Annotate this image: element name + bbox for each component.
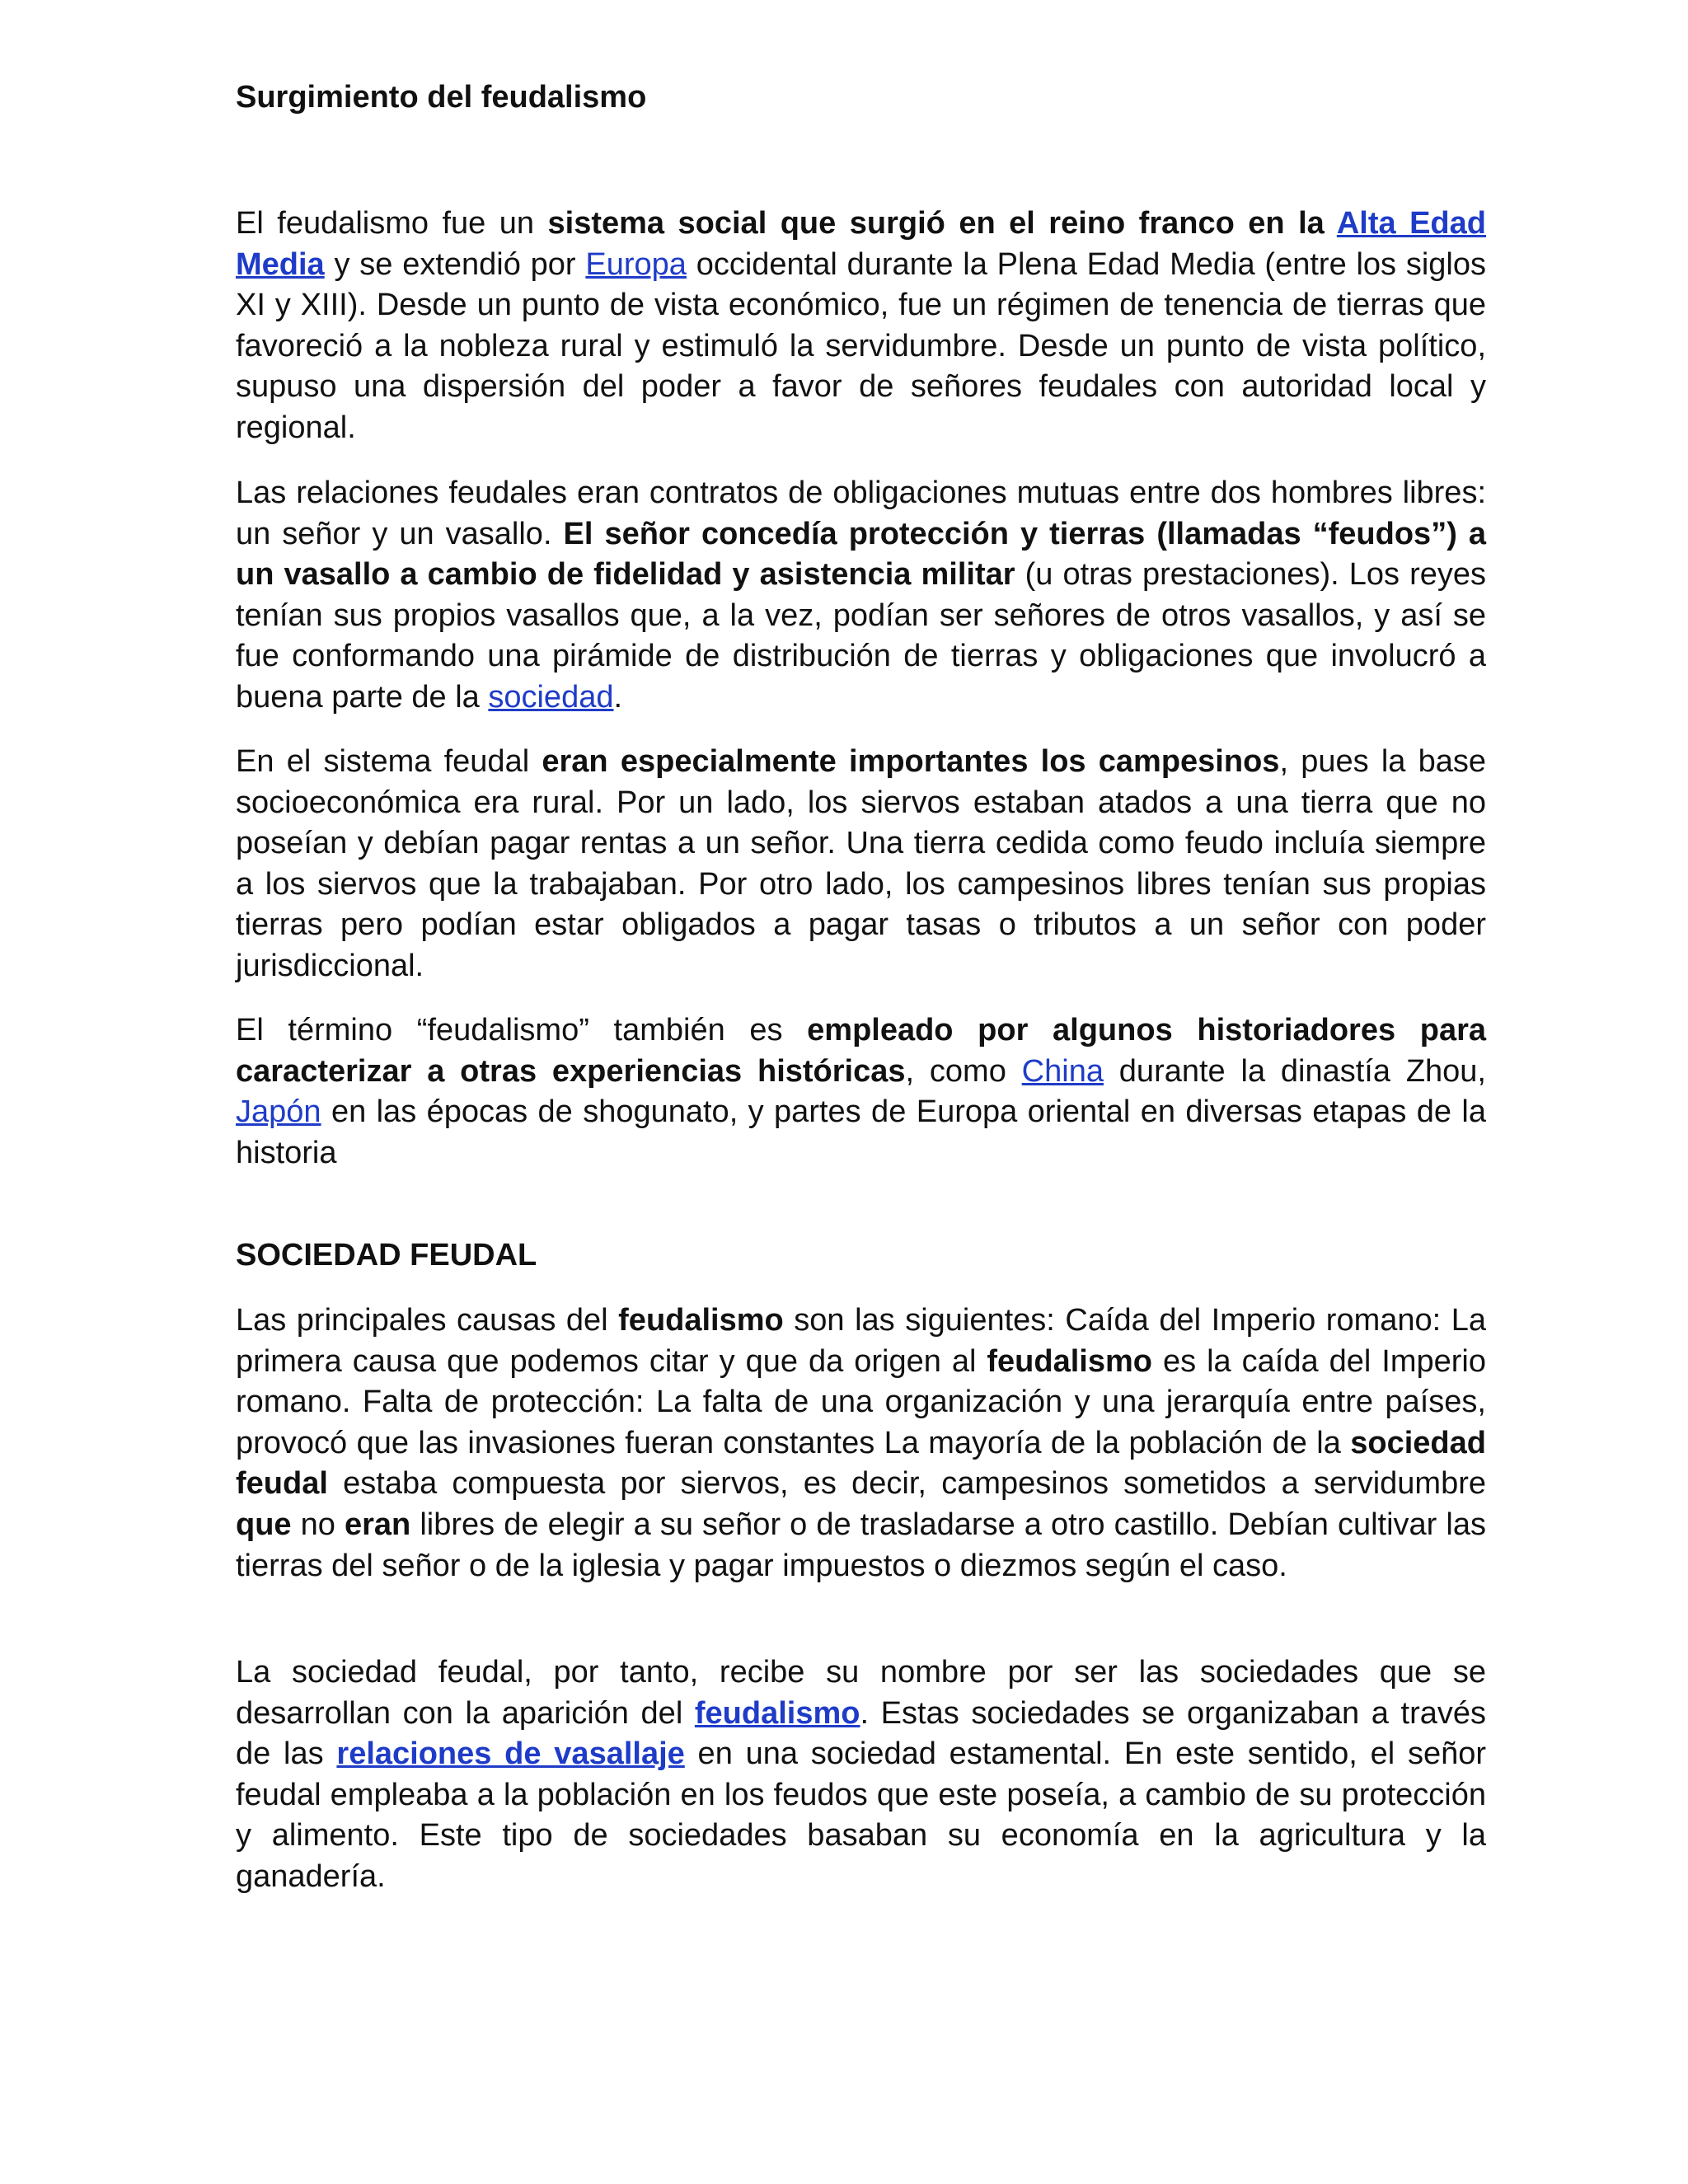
text-span: El feudalismo fue un xyxy=(236,206,548,241)
text-span: . xyxy=(613,679,623,715)
bold-text: El señor concedía protección y tierras (llamadas “feudos”) a un vasallo a cambio de fidelidad y asistencia militar xyxy=(236,516,1486,593)
section-title: SOCIEDAD FEUDAL xyxy=(236,1238,537,1272)
text-span: en una sociedad estamental. En este sentido, el señor feudal empleaba a la población en los feudos que este poseía, a cambio de su protección y alimento. Este tipo de sociedades basaban su economía en la agricultura y la ganadería. xyxy=(236,1736,1486,1894)
paragraph-1 xyxy=(236,204,1486,449)
text-span: El término “feudalismo” también es xyxy=(236,1013,808,1047)
link-alta-edad-media[interactable]: Alta Edad Media xyxy=(236,206,1486,282)
bold-text: empleado por algunos historiadores para caracterizar a otras experiencias históricas xyxy=(236,1013,1486,1089)
text-span: Las relaciones feudales eran contratos de obligaciones mutuas entre dos hombres libres: un señor y un vasallo. xyxy=(236,476,1486,551)
text-span: . Estas sociedades se organizaban a través de las xyxy=(236,1695,1487,1772)
text-span: estaba compuesta por siervos, es decir, campesinos sometidos a servidumbre xyxy=(327,1466,1486,1502)
link-china[interactable]: China xyxy=(1021,1053,1104,1089)
link-relaciones-de-vasallaje[interactable]: relaciones de vasallaje xyxy=(336,1736,685,1772)
text-span: libres de elegir a su señor o de trasladarse a otro castillo. Debían cultivar las tierras del señor o de la iglesia y pagar impuestos o diezmos según el caso. xyxy=(236,1507,1486,1583)
paragraph-2 xyxy=(236,473,1486,719)
text-span: en las épocas de shogunato, y partes de Europa oriental en diversas etapas de la historia xyxy=(236,1094,1486,1170)
text-span: , pues la base socioeconómica era rural. Por un lado, los siervos estaban atados a una tierra que no poseían y debían pagar rentas a un señor. Una tierra cedida como feudo incluía siempre a los siervos que la trabajaban. Por otro lado, los campesinos libres tenían sus propias tierras pero podían estar obligados a pagar tasas o tributos a un señor con poder jurisdiccional. xyxy=(236,744,1487,983)
text-span: La sociedad feudal, por tanto, recibe su nombre por ser las sociedades que se desarrollan con la aparición del xyxy=(236,1655,1486,1731)
text-span: durante la dinastía Zhou, xyxy=(1103,1053,1486,1089)
paragraph-6 xyxy=(236,1652,1486,1898)
bold-text: sociedad feudal xyxy=(236,1425,1486,1502)
text-span: y se extendió por xyxy=(324,246,586,282)
text-span: occidental durante la Plena Edad Media (entre los siglos XI y XIII). Desde un punto de vista económico, fue un régimen de tenencia de tierras que favoreció a la nobleza rural y estimuló la servidumbre. Desde un punto de vista político, supuso una dispersión del poder a favor de señores feudales con autoridad local y regional. xyxy=(236,246,1486,445)
link-europa[interactable]: Europa xyxy=(585,246,687,282)
link-feudalismo[interactable]: feudalismo xyxy=(694,1695,860,1731)
text-span: no xyxy=(291,1507,345,1542)
bold-text: que xyxy=(236,1507,292,1542)
bold-text: feudalismo xyxy=(618,1303,784,1338)
text-span: es la caída del Imperio romano. Falta de protección: La falta de una organización y una jerarquía entre países, provocó que las invasiones fueran constantes La mayoría de la población de la xyxy=(236,1343,1486,1460)
link-japon[interactable]: Japón xyxy=(236,1094,321,1130)
text-span: son las siguientes: Caída del Imperio romano: La primera causa que podemos citar y que da origen al xyxy=(236,1303,1487,1379)
text-span: (u otras prestaciones). Los reyes tenían sus propios vasallos que, a la vez, podían ser señores de otros vasallos, y así se fue conformando una pirámide de distribución de tierras y obligaciones que involucró a buena parte de la xyxy=(236,557,1486,715)
paragraph-3 xyxy=(236,742,1486,987)
text-span: Las principales causas del xyxy=(236,1303,619,1338)
bold-text: eran especialmente importantes los campesinos xyxy=(542,744,1280,779)
paragraph-4 xyxy=(236,1010,1486,1174)
text-span: En el sistema feudal xyxy=(236,744,542,779)
bold-text: feudalismo xyxy=(987,1343,1152,1379)
document-title: Surgimiento del feudalismo xyxy=(236,80,647,115)
link-sociedad[interactable]: sociedad xyxy=(488,679,614,715)
paragraph-5 xyxy=(236,1301,1486,1586)
text-span: , como xyxy=(905,1053,1022,1089)
bold-text: eran xyxy=(345,1507,411,1542)
bold-text: sistema social que surgió en el reino franco en la xyxy=(547,206,1337,241)
